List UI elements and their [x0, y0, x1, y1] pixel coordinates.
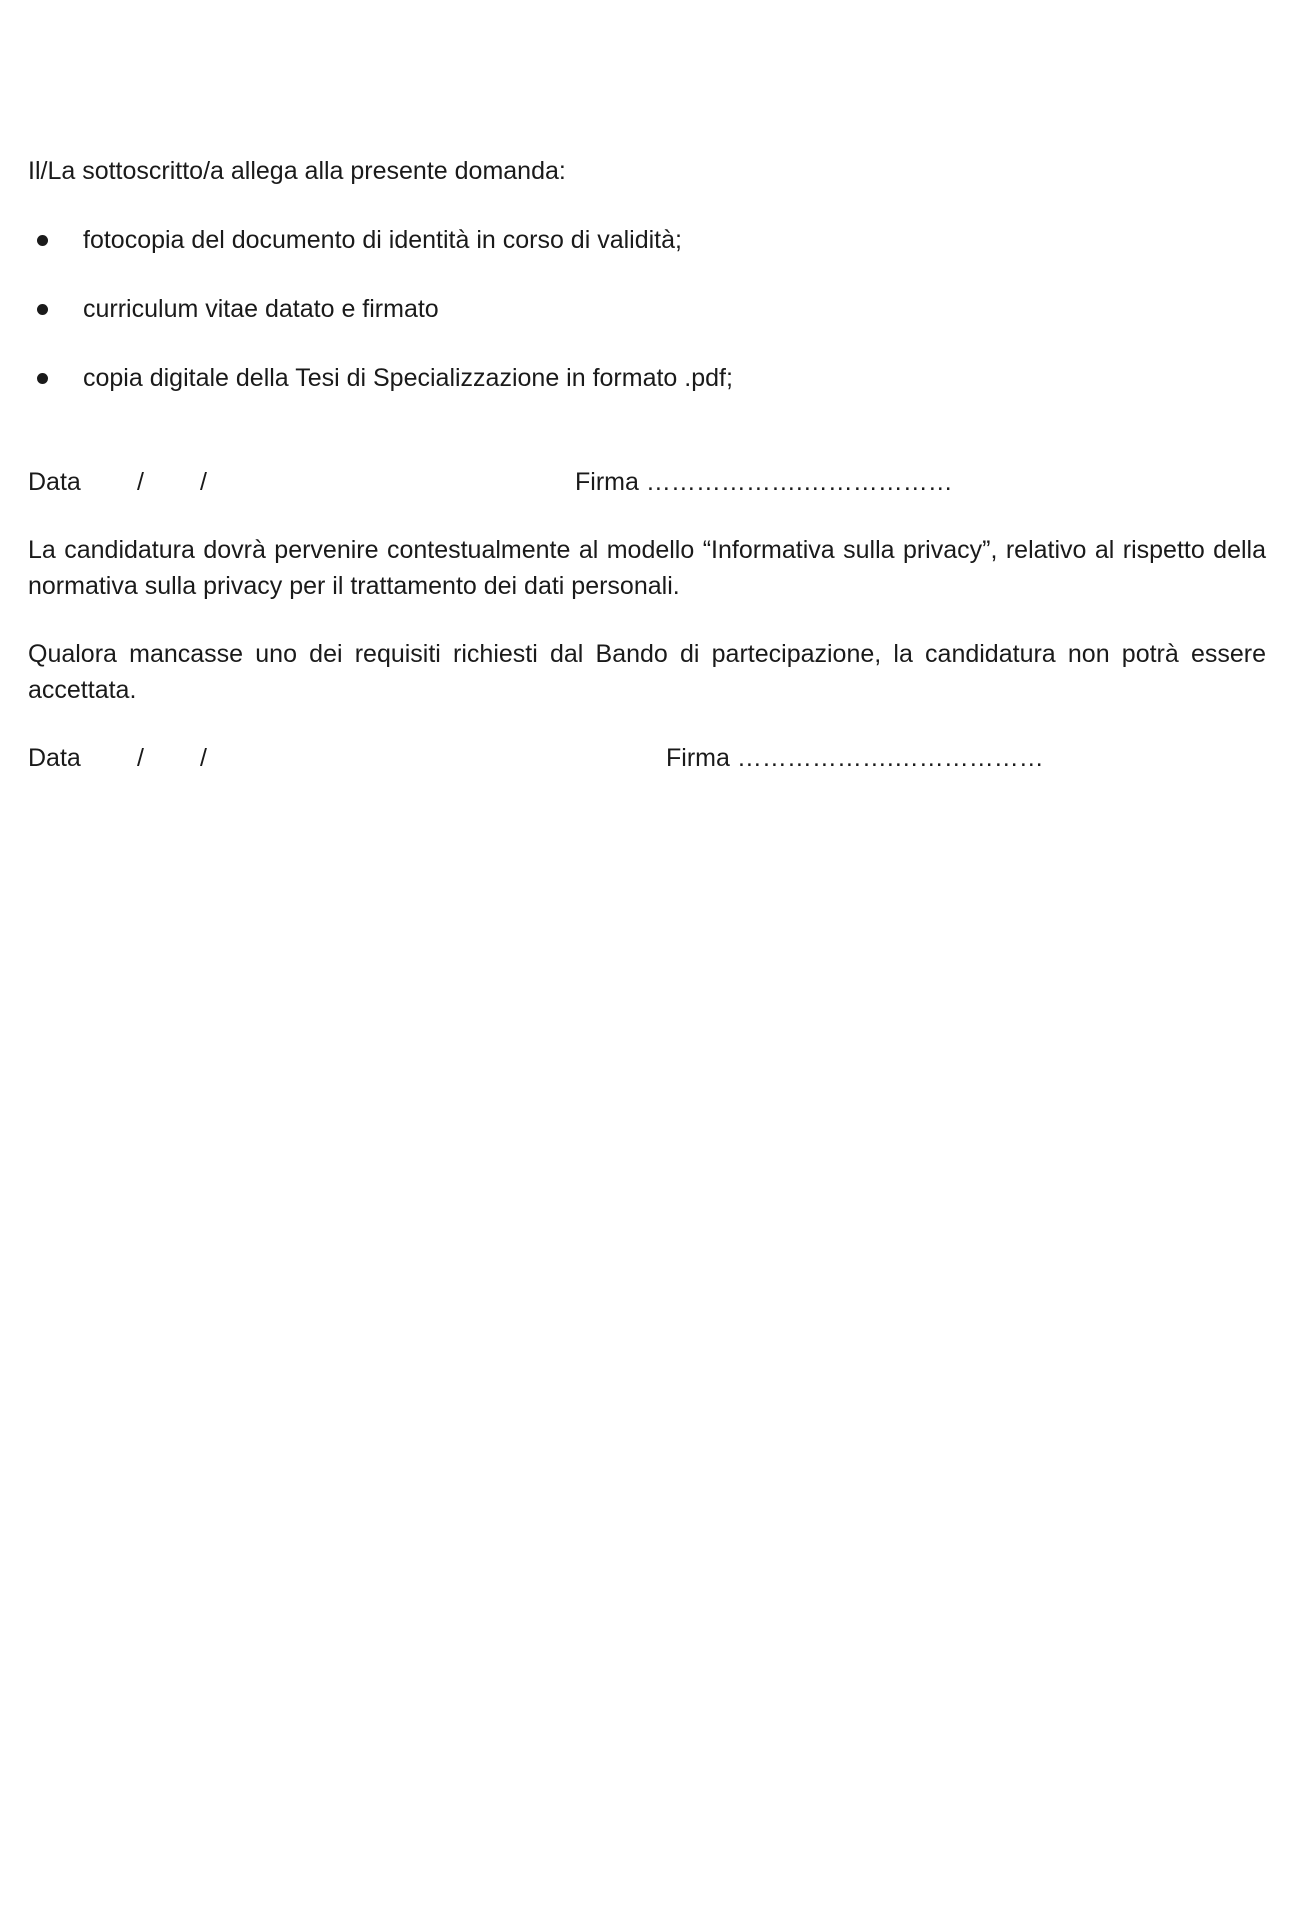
intro-text: Il/La sottoscritto/a allega alla presente domanda: — [28, 157, 566, 185]
signature-row-2 — [28, 740, 1268, 776]
bullet-icon — [37, 235, 48, 246]
bullet-icon — [37, 373, 48, 384]
date-separator: / — [137, 744, 144, 772]
attachment-thesis: copia digitale della Tesi di Specializzazione in formato .pdf; — [83, 364, 733, 392]
date-label: Data — [28, 744, 81, 772]
requirements-paragraph: Qualora mancasse uno dei requisiti richiesti dal Bando di partecipazione, la candidatura non potrà essere accettata. — [28, 640, 1266, 704]
privacy-paragraph: La candidatura dovrà pervenire contestualmente al modello “Informativa sulla privacy”, relativo al rispetto della normativa sulla privacy per il trattamento dei dati personali. — [28, 536, 1266, 600]
signature-label: Firma ……………….……………… — [575, 468, 953, 496]
signature-label: Firma ……………….……………… — [666, 744, 1044, 772]
bullet-icon — [37, 304, 48, 315]
signature-row-1 — [28, 464, 1268, 500]
attachment-identity-document: fotocopia del documento di identità in corso di validità; — [83, 226, 682, 254]
date-separator: / — [200, 744, 207, 772]
date-label: Data — [28, 468, 81, 496]
attachment-curriculum: curriculum vitae datato e firmato — [83, 295, 439, 323]
date-separator: / — [200, 468, 207, 496]
date-separator: / — [137, 468, 144, 496]
